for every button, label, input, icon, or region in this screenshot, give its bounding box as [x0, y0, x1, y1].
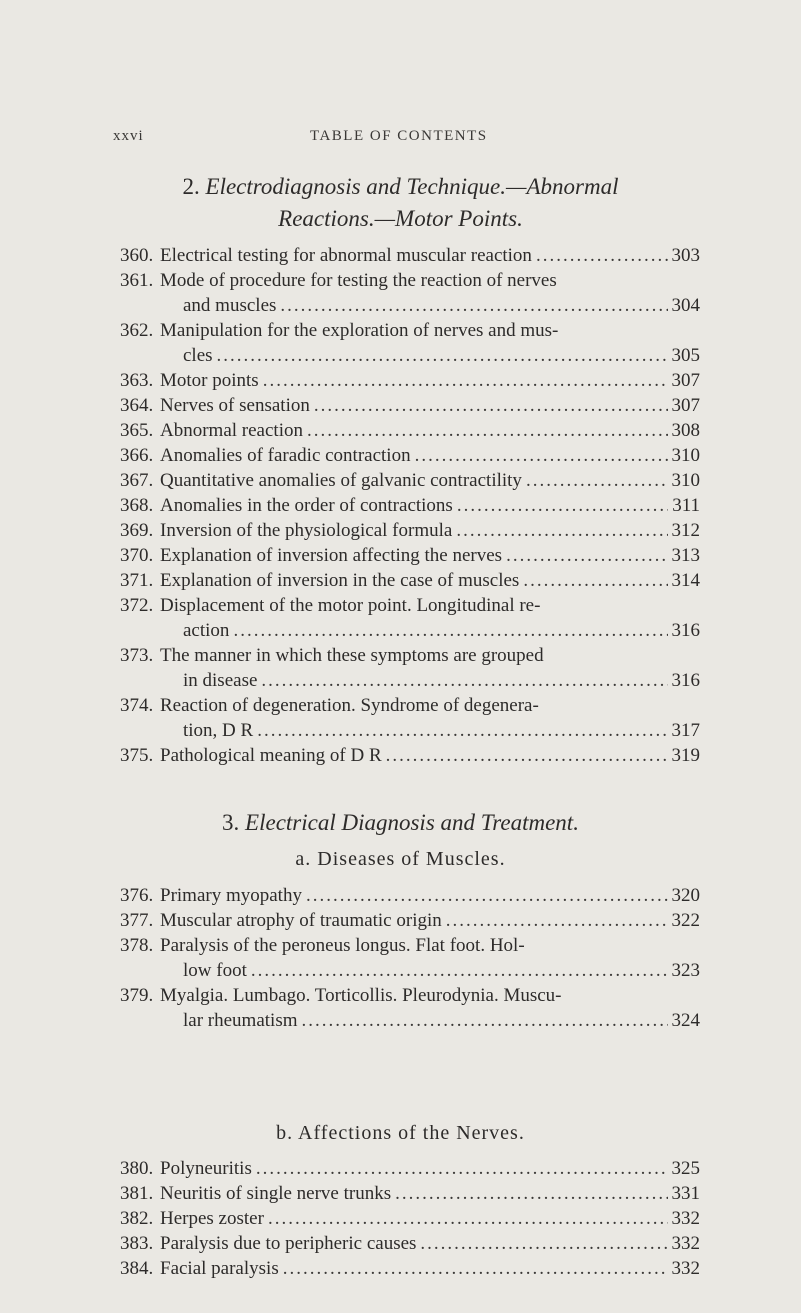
dot-leader: [456, 518, 667, 543]
toc-entry-text: Manipulation for the exploration of nerves and mus-: [160, 320, 559, 341]
toc-entry-page: 310: [671, 470, 700, 491]
toc-entry: [120, 568, 700, 593]
toc-entry-line: [160, 568, 700, 593]
toc-entry-line: [160, 468, 700, 493]
toc-entry-text: Mode of procedure for testing the reaction of nerves: [160, 270, 557, 291]
toc-entry-text: Herpes zoster: [160, 1208, 264, 1229]
dot-leader: [536, 243, 668, 268]
dot-leader: [386, 743, 668, 768]
toc-entry: [120, 1156, 700, 1181]
toc-entry-line: [160, 1256, 700, 1281]
toc-entry-text: Neuritis of single nerve trunks: [160, 1183, 392, 1204]
toc-entry: [120, 693, 700, 743]
toc-entry-line: [160, 368, 700, 393]
dot-leader: [261, 668, 667, 693]
dot-leader: [523, 568, 667, 593]
toc-entry-number: 382.: [120, 1208, 154, 1229]
toc-entry-text: Paralysis of the peroneus longus. Flat foot. Hol-: [160, 935, 525, 956]
toc-entry-number: 374.: [120, 695, 154, 716]
toc-entry-page: 312: [671, 520, 700, 541]
running-title: TABLE OF CONTENTS: [310, 128, 488, 144]
toc-entry: [120, 368, 700, 393]
toc-entry: [120, 518, 700, 543]
toc-entry-number: 364.: [120, 395, 154, 416]
toc-entry-number: 369.: [120, 520, 154, 541]
toc-entry-text: Inversion of the physiological formula: [160, 520, 453, 541]
dot-leader: [268, 1206, 668, 1231]
toc-entry-number: 376.: [120, 885, 154, 906]
toc-entry-line: [160, 268, 700, 293]
toc-entry: [120, 543, 700, 568]
toc-entry-text: tion, D R: [183, 720, 254, 741]
toc-entry-line: [160, 1156, 700, 1181]
toc-entry-line: [183, 293, 700, 318]
toc-entry-page: 332: [671, 1208, 700, 1229]
dot-leader: [302, 1008, 668, 1033]
toc-entry: [120, 418, 700, 443]
toc-entry-page: 320: [671, 885, 700, 906]
toc-entry-number: 360.: [120, 245, 154, 266]
toc-entry-line: [160, 493, 700, 518]
toc-entry: [120, 908, 700, 933]
toc-entry-page: 332: [671, 1233, 700, 1254]
dot-leader: [506, 543, 667, 568]
toc-entry-line: [160, 743, 700, 768]
toc-entry-text: Quantitative anomalies of galvanic contractility: [160, 470, 522, 491]
toc-entry-text: Polyneuritis: [160, 1158, 252, 1179]
dot-leader: [233, 618, 667, 643]
toc-entry: [120, 983, 700, 1033]
toc-entry-text: Abnormal reaction: [160, 420, 303, 441]
section-3-title: Electrical Diagnosis and Treatment.: [245, 810, 579, 835]
toc-entry-page: 324: [671, 1010, 700, 1031]
toc-entry-page: 317: [671, 720, 700, 741]
toc-entry: [120, 468, 700, 493]
toc-entry-text: Paralysis due to peripheric causes: [160, 1233, 417, 1254]
dot-leader: [415, 443, 668, 468]
toc-entry-text: Pathological meaning of D R: [160, 745, 382, 766]
toc-entry: [120, 493, 700, 518]
subsection-b-heading: b. Affections of the Nerves.: [276, 1122, 525, 1144]
toc-entry: [120, 883, 700, 908]
toc-entry-text: lar rheumatism: [183, 1010, 298, 1031]
toc-entry-text: low foot: [183, 960, 247, 981]
dot-leader: [217, 343, 668, 368]
toc-entry-line: [160, 693, 700, 718]
toc-entry-number: 377.: [120, 910, 154, 931]
toc-entry-number: 373.: [120, 645, 154, 666]
toc-entry-page: 313: [671, 545, 700, 566]
section-2-title: Electrodiagnosis and Technique.—Abnormal: [205, 174, 619, 199]
toc-entry-line: [160, 443, 700, 468]
toc-entry-text: Electrical testing for abnormal muscular reaction: [160, 245, 532, 266]
toc-entry-line: [160, 643, 700, 668]
toc-entry: [120, 933, 700, 983]
toc-entry-text: Anomalies in the order of contractions: [160, 495, 453, 516]
toc-entry-line: [160, 983, 700, 1008]
toc-entry-page: 305: [671, 345, 700, 366]
toc-entry-text: Explanation of inversion affecting the nerves: [160, 545, 503, 566]
toc-entry-number: 363.: [120, 370, 154, 391]
toc-entry-number: 361.: [120, 270, 154, 291]
section-3-heading: [0, 808, 801, 838]
dot-leader: [306, 883, 668, 908]
toc-entry-page: 314: [671, 570, 700, 591]
toc-entry: [120, 1181, 700, 1206]
toc-entry-line: [160, 543, 700, 568]
toc-entry-page: 316: [671, 670, 700, 691]
dot-leader: [263, 368, 668, 393]
toc-entry-page: 307: [671, 395, 700, 416]
toc-entry-line: [160, 1231, 700, 1256]
toc-entry-text: action: [183, 620, 230, 641]
toc-entry-number: 362.: [120, 320, 154, 341]
toc-entry: [120, 443, 700, 468]
toc-entry-line: [183, 718, 700, 743]
toc-entry-text: Facial paralysis: [160, 1258, 279, 1279]
toc-entry-line: [160, 908, 700, 933]
toc-entry: [120, 1206, 700, 1231]
toc-entry-line: [183, 1008, 700, 1033]
toc-entry-line: [183, 618, 700, 643]
toc-entry-number: 372.: [120, 595, 154, 616]
toc-entry-text: Primary myopathy: [160, 885, 302, 906]
dot-leader: [283, 1256, 668, 1281]
dot-leader: [457, 493, 668, 518]
toc-entry: [120, 318, 700, 368]
toc-entry-page: 323: [671, 960, 700, 981]
dot-leader: [256, 1156, 668, 1181]
toc-entry-number: 366.: [120, 445, 154, 466]
dot-leader: [307, 418, 668, 443]
dot-leader: [446, 908, 668, 933]
toc-entry-page: 325: [671, 1158, 700, 1179]
dot-leader: [395, 1181, 667, 1206]
toc-entry-line: [160, 593, 700, 618]
toc-entry-number: 383.: [120, 1233, 154, 1254]
toc-entry: [120, 643, 700, 693]
section-3-number: 3.: [222, 810, 240, 835]
dot-leader: [251, 958, 668, 983]
dot-leader: [314, 393, 668, 418]
toc-entry: [120, 1231, 700, 1256]
toc-entry-number: 378.: [120, 935, 154, 956]
toc-entry-number: 370.: [120, 545, 154, 566]
toc-entry-line: [160, 1181, 700, 1206]
toc-entry-line: [160, 418, 700, 443]
toc-entry-line: [183, 343, 700, 368]
toc-entry-number: 379.: [120, 985, 154, 1006]
toc-entry-text: The manner in which these symptoms are grouped: [160, 645, 544, 666]
toc-entry-page: 304: [671, 295, 700, 316]
toc-entry: [120, 268, 700, 318]
toc-entry-page: 310: [671, 445, 700, 466]
toc-entry-number: 368.: [120, 495, 154, 516]
section-2-number: 2.: [182, 174, 200, 199]
dot-leader: [257, 718, 667, 743]
toc-entry: [120, 1256, 700, 1281]
toc-entry-line: [160, 933, 700, 958]
toc-entry: [120, 243, 700, 268]
toc-entry-text: Displacement of the motor point. Longitudinal re-: [160, 595, 541, 616]
toc-entry-number: 384.: [120, 1258, 154, 1279]
toc-entry: [120, 593, 700, 643]
toc-entry-page: 319: [671, 745, 700, 766]
toc-entry-text: Explanation of inversion in the case of muscles: [160, 570, 520, 591]
toc-entry-text: and muscles: [183, 295, 277, 316]
toc-entry-text: Nerves of sensation: [160, 395, 310, 416]
toc-entry-text: Muscular atrophy of traumatic origin: [160, 910, 442, 931]
toc-entry-page: 322: [671, 910, 700, 931]
toc-entry-number: 365.: [120, 420, 154, 441]
dot-leader: [420, 1231, 667, 1256]
toc-entry-text: Reaction of degeneration. Syndrome of degenera-: [160, 695, 539, 716]
section-2-heading-line2: Reactions.—Motor Points.: [278, 206, 523, 231]
toc-entry-line: [160, 318, 700, 343]
running-head: [0, 128, 801, 148]
toc-entry-text: Myalgia. Lumbago. Torticollis. Pleurodynia. Muscu-: [160, 985, 562, 1006]
toc-entry-page: 332: [671, 1258, 700, 1279]
toc-entry-number: 371.: [120, 570, 154, 591]
toc-entry-line: [160, 518, 700, 543]
toc-entry-line: [160, 393, 700, 418]
toc-entry-page: 331: [671, 1183, 700, 1204]
toc-entry: [120, 393, 700, 418]
dot-leader: [526, 468, 668, 493]
toc-entry-number: 380.: [120, 1158, 154, 1179]
toc-entry-text: in disease: [183, 670, 258, 691]
toc-entry-number: 375.: [120, 745, 154, 766]
toc-entry-page: 307: [671, 370, 700, 391]
toc-entry-line: [160, 243, 700, 268]
toc-entry: [120, 743, 700, 768]
toc-entry-text: Anomalies of faradic contraction: [160, 445, 411, 466]
toc-entry-number: 367.: [120, 470, 154, 491]
toc-entry-page: 311: [672, 495, 700, 516]
subsection-a-heading: a. Diseases of Muscles.: [295, 848, 506, 870]
toc-entry-page: 308: [671, 420, 700, 441]
dot-leader: [280, 293, 667, 318]
toc-entry-page: 303: [671, 245, 700, 266]
toc-entry-number: 381.: [120, 1183, 154, 1204]
section-2-heading-line1: [0, 172, 801, 202]
toc-entry-line: [160, 1206, 700, 1231]
toc-entry-text: cles: [183, 345, 213, 366]
page-number: xxvi: [113, 128, 144, 144]
toc-entry-line: [160, 883, 700, 908]
toc-entry-line: [183, 668, 700, 693]
toc-entry-line: [183, 958, 700, 983]
toc-entry-page: 316: [671, 620, 700, 641]
toc-entry-text: Motor points: [160, 370, 259, 391]
